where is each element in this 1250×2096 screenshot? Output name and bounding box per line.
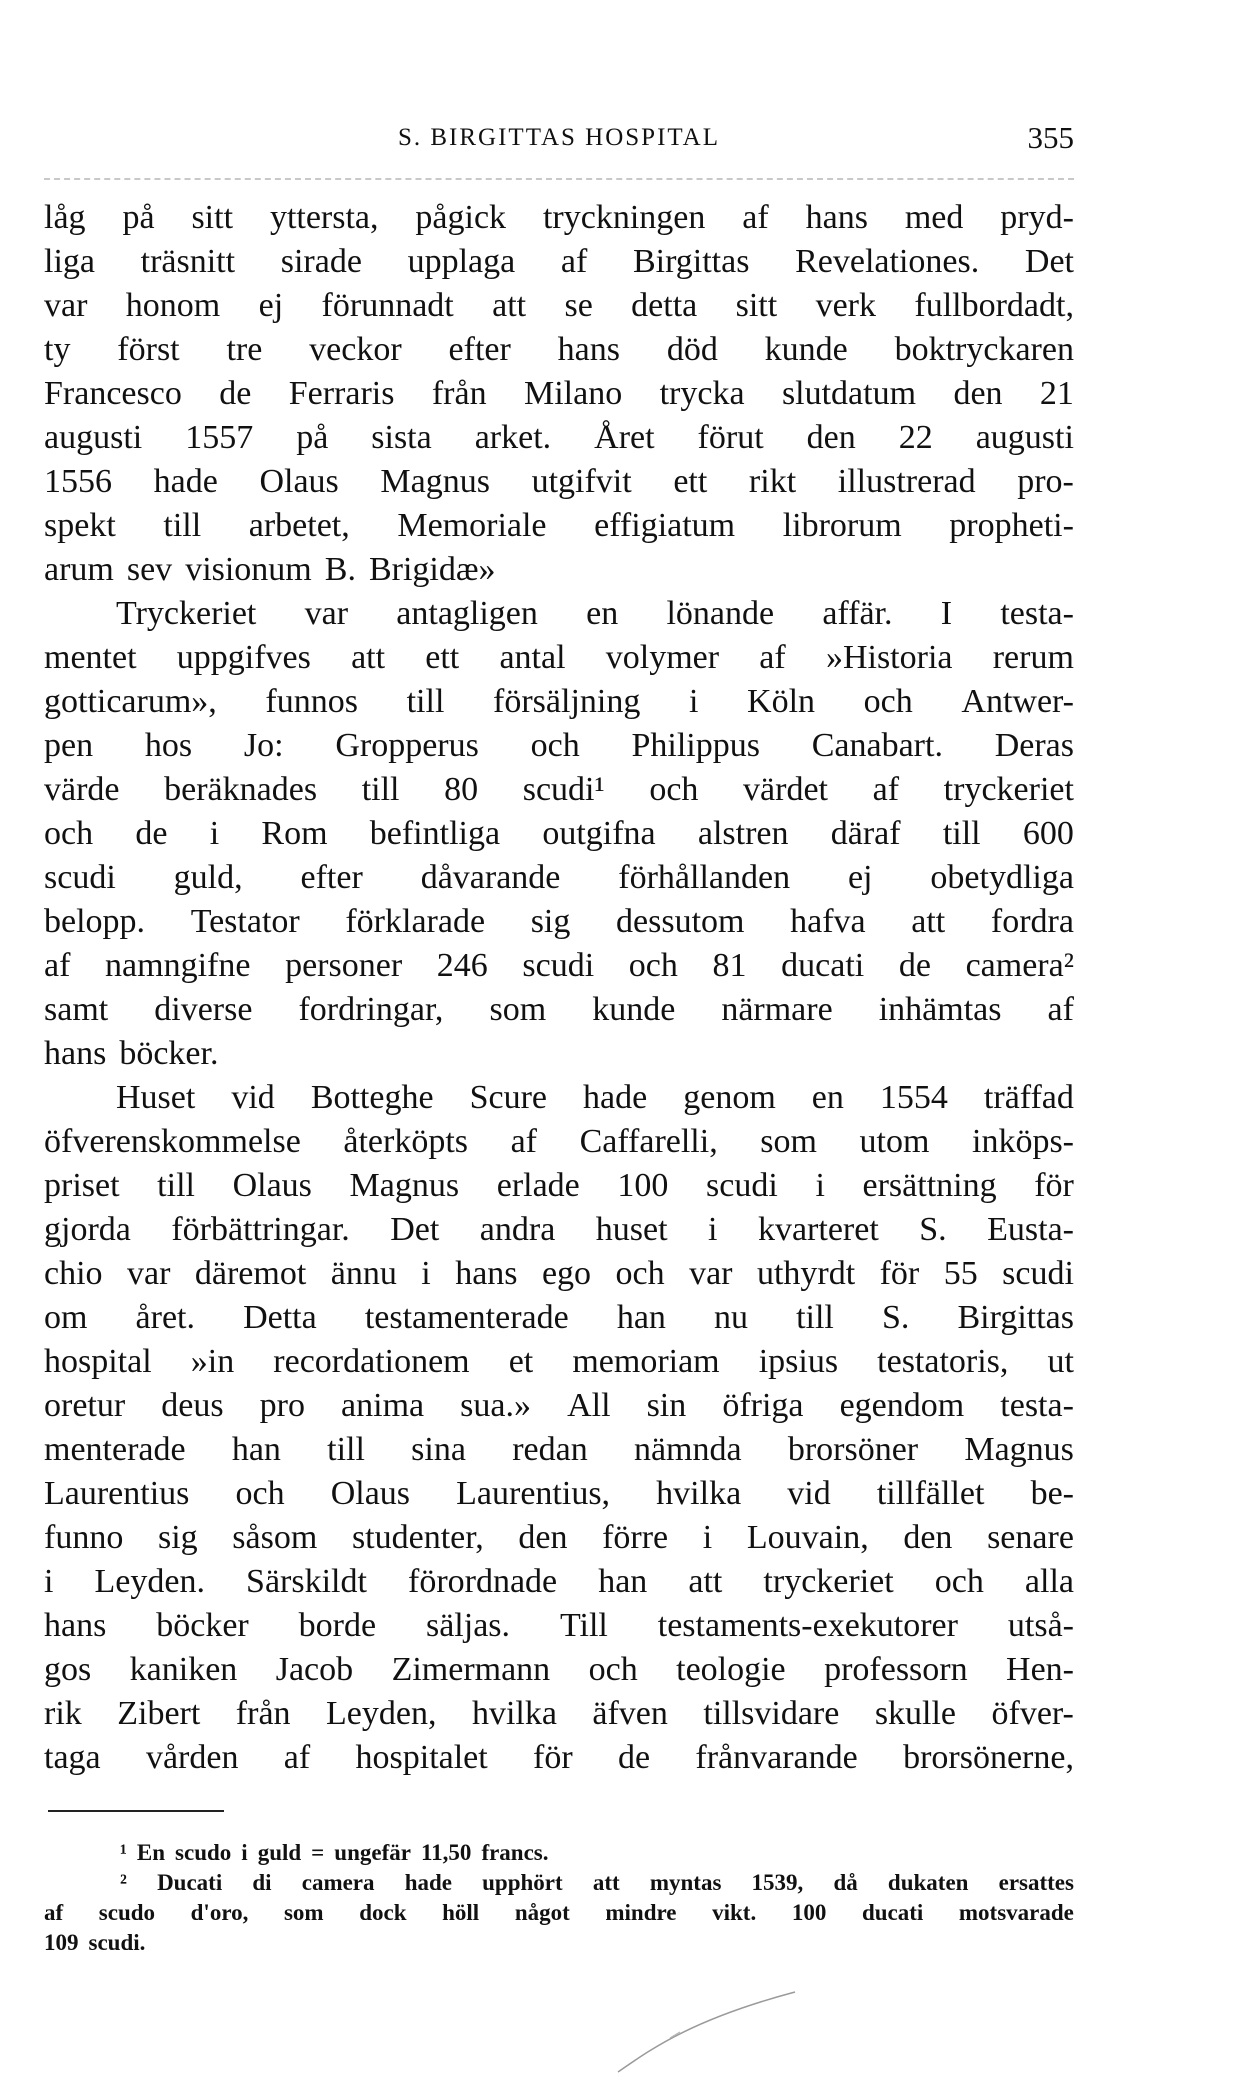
text-line: menterade han till sina redan nämnda brorsöner Magnus [44, 1431, 1074, 1468]
text-line: rik Zibert från Leyden, hvilka äfven tillsvidare skulle öfver- [44, 1695, 1074, 1732]
text-line: belopp. Testator förklarade sig dessutom hafva att fordra [44, 903, 1074, 940]
footnote-line: af scudo d'oro, som dock höll något mindre vikt. 100 ducati motsvarade [44, 1900, 1074, 1925]
text-line: hospital »in recordationem et memoriam ipsius testatoris, ut [44, 1343, 1074, 1380]
text-line: funno sig såsom studenter, den förre i Louvain, den senare [44, 1519, 1074, 1556]
text-line: gjorda förbättringar. Det andra huset i kvarteret S. Eusta- [44, 1211, 1074, 1248]
text-line: augusti 1557 på sista arket. Året förut den 22 augusti [44, 419, 1074, 456]
text-line: spekt till arbetet, Memoriale effigiatum librorum propheti- [44, 507, 1074, 544]
text-line: af namngifne personer 246 scudi och 81 ducati de camera² [44, 947, 1074, 984]
text-line: gotticarum», funnos till försäljning i Köln och Antwer- [44, 683, 1074, 720]
text-line: pen hos Jo: Gropperus och Philippus Canabart. Deras [44, 727, 1074, 764]
header-rule [44, 178, 1074, 180]
text-line: i Leyden. Särskildt förordnade han att tryckeriet och alla [44, 1563, 1074, 1600]
footnote-rule [48, 1810, 224, 1812]
text-line: Tryckeriet var antagligen en lönande affär. I testa- [116, 595, 1074, 632]
text-line: hans böcker. [44, 1035, 219, 1072]
footnote-line: 109 scudi. [44, 1930, 146, 1955]
text-line: chio var däremot ännu i hans ego och var uthyrdt för 55 scudi [44, 1255, 1074, 1292]
footnote-line: ¹ En scudo i guld = ungefär 11,50 francs. [120, 1840, 549, 1865]
text-line: samt diverse fordringar, som kunde närmare inhämtas af [44, 991, 1074, 1028]
text-line: ty först tre veckor efter hans död kunde boktryckaren [44, 331, 1074, 368]
text-line: oretur deus pro anima sua.» All sin öfriga egendom testa- [44, 1387, 1074, 1424]
text-line: var honom ej förunnadt att se detta sitt verk fullbordadt, [44, 287, 1074, 324]
text-line: låg på sitt yttersta, pågick tryckningen af hans med pryd- [44, 199, 1074, 236]
page-number: 355 [1027, 120, 1074, 155]
running-head [44, 120, 1074, 160]
pencil-mark [610, 1980, 800, 2080]
running-title: S. BIRGITTAS HOSPITAL [397, 124, 721, 151]
body-text [44, 196, 1074, 1780]
text-line: och de i Rom befintliga outgifna alstren däraf till 600 [44, 815, 1074, 852]
text-line: öfverenskommelse återköpts af Caffarelli, som utom inköps- [44, 1123, 1074, 1160]
text-line: liga träsnitt sirade upplaga af Birgittas Revelationes. Det [44, 243, 1074, 280]
text-line: scudi guld, efter dåvarande förhållanden ej obetydliga [44, 859, 1074, 896]
footnote-line: ² Ducati di camera hade upphört att myntas 1539, då dukaten ersattes [120, 1870, 1074, 1895]
text-line: taga vården af hospitalet för de frånvarande brorsönerne, [44, 1739, 1074, 1776]
footnotes [44, 1838, 1074, 1958]
text-line: priset till Olaus Magnus erlade 100 scudi i ersättning för [44, 1167, 1074, 1204]
text-line: Laurentius och Olaus Laurentius, hvilka vid tillfället be- [44, 1475, 1074, 1512]
text-line: Huset vid Botteghe Scure hade genom en 1554 träffad [116, 1079, 1074, 1116]
text-line: gos kaniken Jacob Zimermann och teologie professorn Hen- [44, 1651, 1074, 1688]
text-line: arum sev visionum B. Brigidæ» [44, 551, 496, 588]
text-line: mentet uppgifves att ett antal volymer af »Historia rerum [44, 639, 1074, 676]
text-line: 1556 hade Olaus Magnus utgifvit ett rikt illustrerad pro- [44, 463, 1074, 500]
text-line: Francesco de Ferraris från Milano trycka slutdatum den 21 [44, 375, 1074, 412]
text-line: om året. Detta testamenterade han nu till S. Birgittas [44, 1299, 1074, 1336]
text-line: värde beräknades till 80 scudi¹ och värdet af tryckeriet [44, 771, 1074, 808]
text-line: hans böcker borde säljas. Till testaments-exekutorer utså- [44, 1607, 1074, 1644]
